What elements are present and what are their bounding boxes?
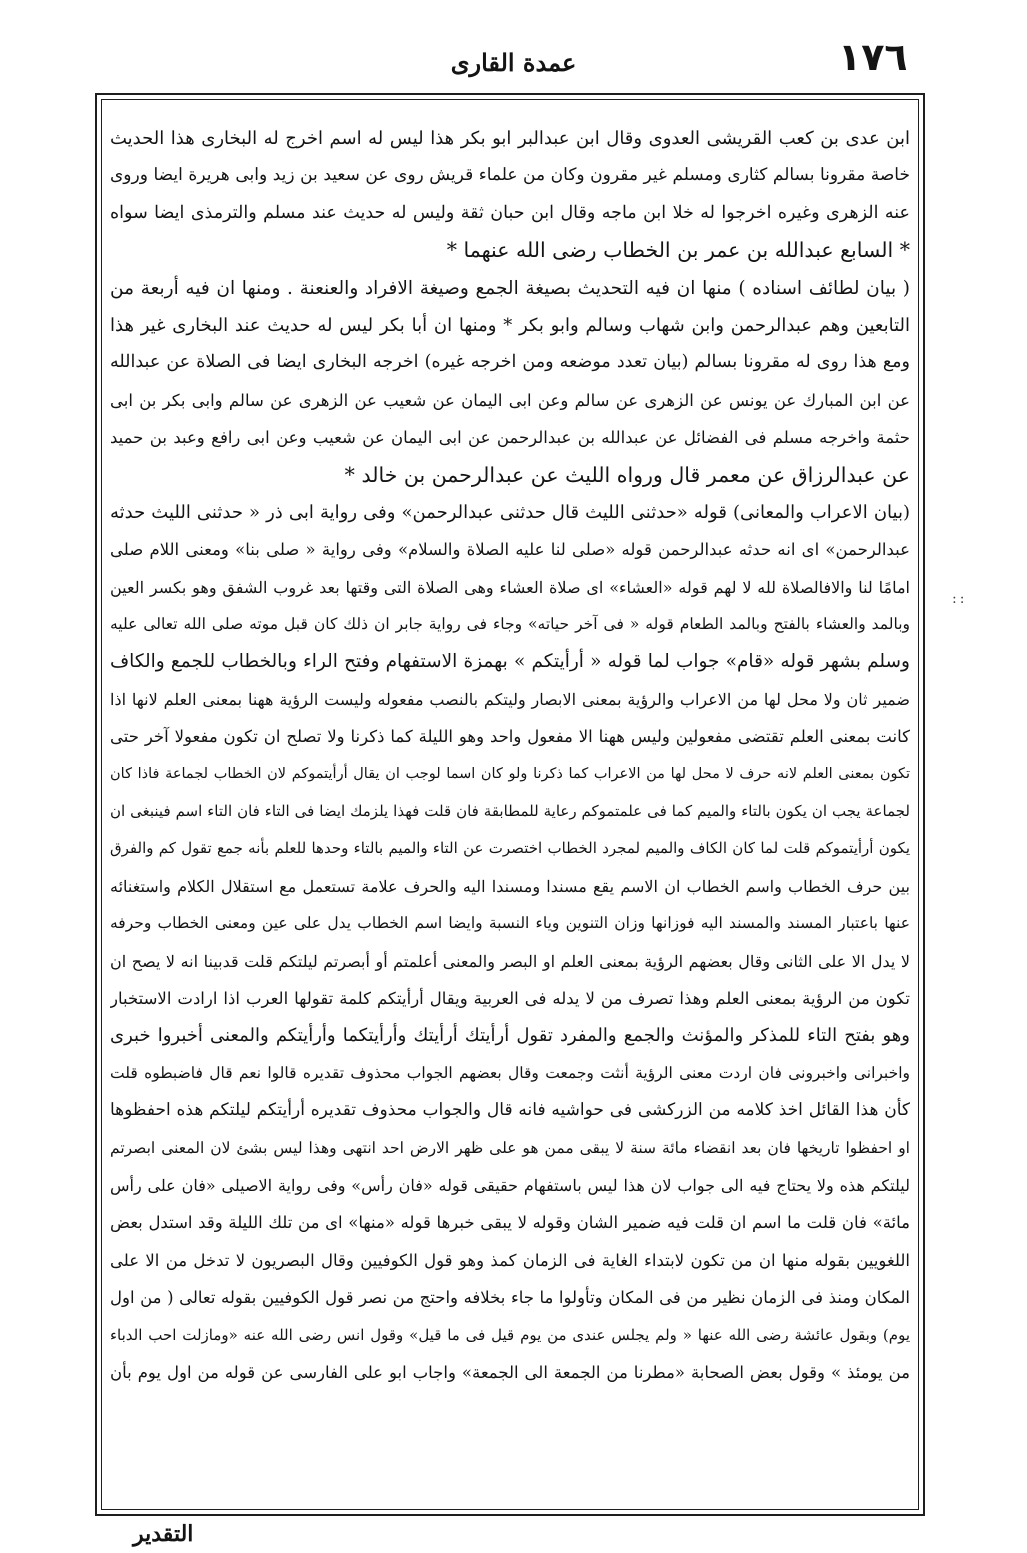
text-line: او احفظوا تاريخها فان بعد انقضاء مائة سنة لا يبقى ممن هو على ظهر الارض احد انتهى وهذا ليس بشئ لان المعنى ابصرتم [110,1138,910,1157]
text-line: تكون بمعنى العلم لانه حرف لا محل لها من الاعراب كما ذكرنا ولو كان اسما لوجب ان يقال أرأيتموكم لان الخطاب لجماعة فاذا كان [110,765,910,782]
text-line: يكون أرأيتموكم قلت لما كان الكاف والميم لمجرد الخطاب اختصرت عن التاء والميم بالتاء وحدها للعلم بأنه جمع تقول كم والفرق [110,839,910,858]
text-line: كأن هذا القائل اخذ كلامه من الزركشى فى حواشيه فانه قال والجواب محذوف تقديره أرأيتكم ليلتكم هذه احفظوها [110,1100,910,1121]
text-line: عنها باعتبار المسند والمسند اليه فوزانها وزان التنوين وياء النسبة وايضا اسم الخطاب يدل على عين ومعنى الخطاب وحرفه [110,914,910,933]
text-line: مائة» فان قلت ما اسم ان قلت فيه ضمير الشان وقوله لا يبقى خبرها قوله «منها» اى من تلك الليلة وقد استدل بعض [110,1213,910,1233]
text-line: خاصة مقرونا بسالم كثارى ومسلم غير مقرون وكان من علماء قريش روى عن سعيد بن زيد وابى هريرة ايضا وروى [110,165,910,186]
text-line: عن عبدالرزاق عن معمر قال ورواه الليث عن عبدالرحمن بن خالد * [344,462,910,487]
text-line: التابعين وهم عبدالرحمن وابن شهاب وسالم وابو بكر * ومنها ان أبا بكر ليس له حديث عند البخارى غير هذا [110,314,910,336]
text-line: ابن عدى بن كعب القريشى العدوى وقال ابن عبدالبر ابو بكر هذا ليس له اسم اخرج له البخارى هذا الحديث [110,128,910,149]
catchword: التقدير [133,1521,194,1547]
page-number: ١٧٦ [838,35,908,79]
margin-mark: :: [952,591,968,607]
text-line: عبدالرحمن» اى انه حدثه عبدالرحمن قوله «صلى لنا عليه الصلاة والسلام» وفى رواية « صلى بنا» ومعنى اللام صلى [110,540,910,560]
text-line: (بيان الاعراب والمعانى) قوله «حدثنى الليث قال حدثنى عبدالرحمن» وفى رواية ابى ذر « حدثنى الليث حدثه [110,501,910,523]
text-line: ( بيان لطائف اسناده ) منها ان فيه التحديث بصيغة الجمع وصيغة الافراد والعنعنة . ومنها ان فيه أربعة من [110,277,910,299]
text-line: عن ابن المبارك عن يونس عن الزهرى عن سالم وعن ابى اليمان عن شعيب عن الزهرى عن سالم وابى بكر بن ابى [110,390,910,410]
text-line: من يومئذ » وقول بعض الصحابة «مطرنا من الجمعة الى الجمعة» واجاب ابو على الفارسى عن قوله من اول يوم بأن [110,1362,910,1382]
text-line: حثمة واخرجه مسلم فى الفضائل عن عبدالله بن عبدالرحمن عن ابى اليمان عن شعيب وعن ابى رافع وعبد بن حميد [110,428,910,448]
text-line: اللغويين بقوله منها ان من تكون لابتداء الغاية فى الزمان كمذ وهو قول الكوفيين وقال البصريون لا تدخل من الا على [110,1250,910,1270]
text-line: امامًا لنا والافالصلاة لله لا لهم قوله «العشاء» اى صلاة العشاء وهى الصلاة التى وقتها بعد غروب الشفق وهو بكسر العين [110,577,910,597]
text-line: واخبرانى واخبرونى فان اردت معنى الرؤية أنثت وجمعت وقال بعضهم الجواب محذوف تقديره قالوا نعم قال فاضبطوه قلت [110,1063,910,1082]
text-line: ضمير ثان ولا محل لها من الاعراب والرؤية بمعنى الابصار وليتكم بالنصب مفعوله وليست الرؤية ههنا بمعنى العلم لانها اذا [110,689,910,709]
running-title: عمدة القارى [450,48,577,77]
text-line: وهو بفتح التاء للمذكر والمؤنث والجمع والمفرد تقول أرأيتك أرأيتك وأرأيتكما وأرأيتكم والمعنى أخبروا خبرى [110,1025,910,1047]
text-line: كانت بمعنى العلم تقتضى مفعولين وليس ههنا الا مفعول واحد وهو الليلة كما ذكرنا ولا تصلح ان تكون مفعولا آخر حتى [110,727,910,747]
text-line: تكون من الرؤية بمعنى العلم وهذا تصرف من لا يدله فى العربية ويقال أرأيتكم كلمة تقولها العرب اذا ارادت الاستخبار [110,988,910,1008]
text-line: المكان ومنذ فى الزمان نظير من فى المكان وتأولوا ما جاء بخلافه واحتج من نصر قول الكوفيين بقوله تعالى ( من اول [110,1288,910,1308]
text-line: وسلم بشهر قوله «قام» جواب لما قوله « أرأيتكم » بهمزة الاستفهام وفتح الراء وبالخطاب للجمع والكاف [110,651,910,673]
text-line: * السابع عبدالله بن عمر بن الخطاب رضى الله عنهما * [446,238,910,263]
text-line: وبالمد والعشاء بالفتح وبالمد الطعام قوله « فى آخر حياته» وجاء فى رواية جابر ان ذلك كان قبل موته صلى الله تعالى عليه [110,615,910,634]
text-line: لا يدل الا على الثانى وقال بعضهم الرؤية بمعنى العلم او البصر والمعنى أعلمتم أو أبصرتم ليلتكم قلت قدبينا انه لا يصح ان [110,951,910,971]
text-line: ليلتكم هذه ولا يحتاج فيه الى جواب لان هذا ليس باستفهام حقيقى قوله «فان رأس» وفى رواية الاصيلى «فان على رأس [110,1175,910,1195]
text-line: ومع هذا روى له مقرونا بسالم (بيان تعدد موضعه ومن اخرجه غيره) اخرجه البخارى ايضا فى الصلاة عن عبدالله [110,352,910,373]
body-text [110,120,910,1391]
text-line: بين حرف الخطاب واسم الخطاب ان الاسم يقع مسندا ومسندا اليه والحرف علامة تستعمل مع استقلال الكلام واستغنائه [110,876,910,896]
text-line: يوم) وبقول عائشة رضى الله عنها « ولم يجلس عندى من يوم قيل فى ما قيل» وقول انس رضى الله عنه «ومازلت احب الدباء [110,1325,910,1344]
text-line: عنه الزهرى وغيره اخرجوا له خلا ابن ماجه وقال ابن حبان ثقة وليس له حديث عند مسلم والترمذى ايضا سواه [110,202,910,223]
text-line: لجماعة يجب ان يكون بالتاء والميم كما فى علمتموكم رعاية للمطابقة فان قلت فهذا يلزمك ايضا فى التاء فان التاء اسم فينبغى ان [110,802,910,821]
